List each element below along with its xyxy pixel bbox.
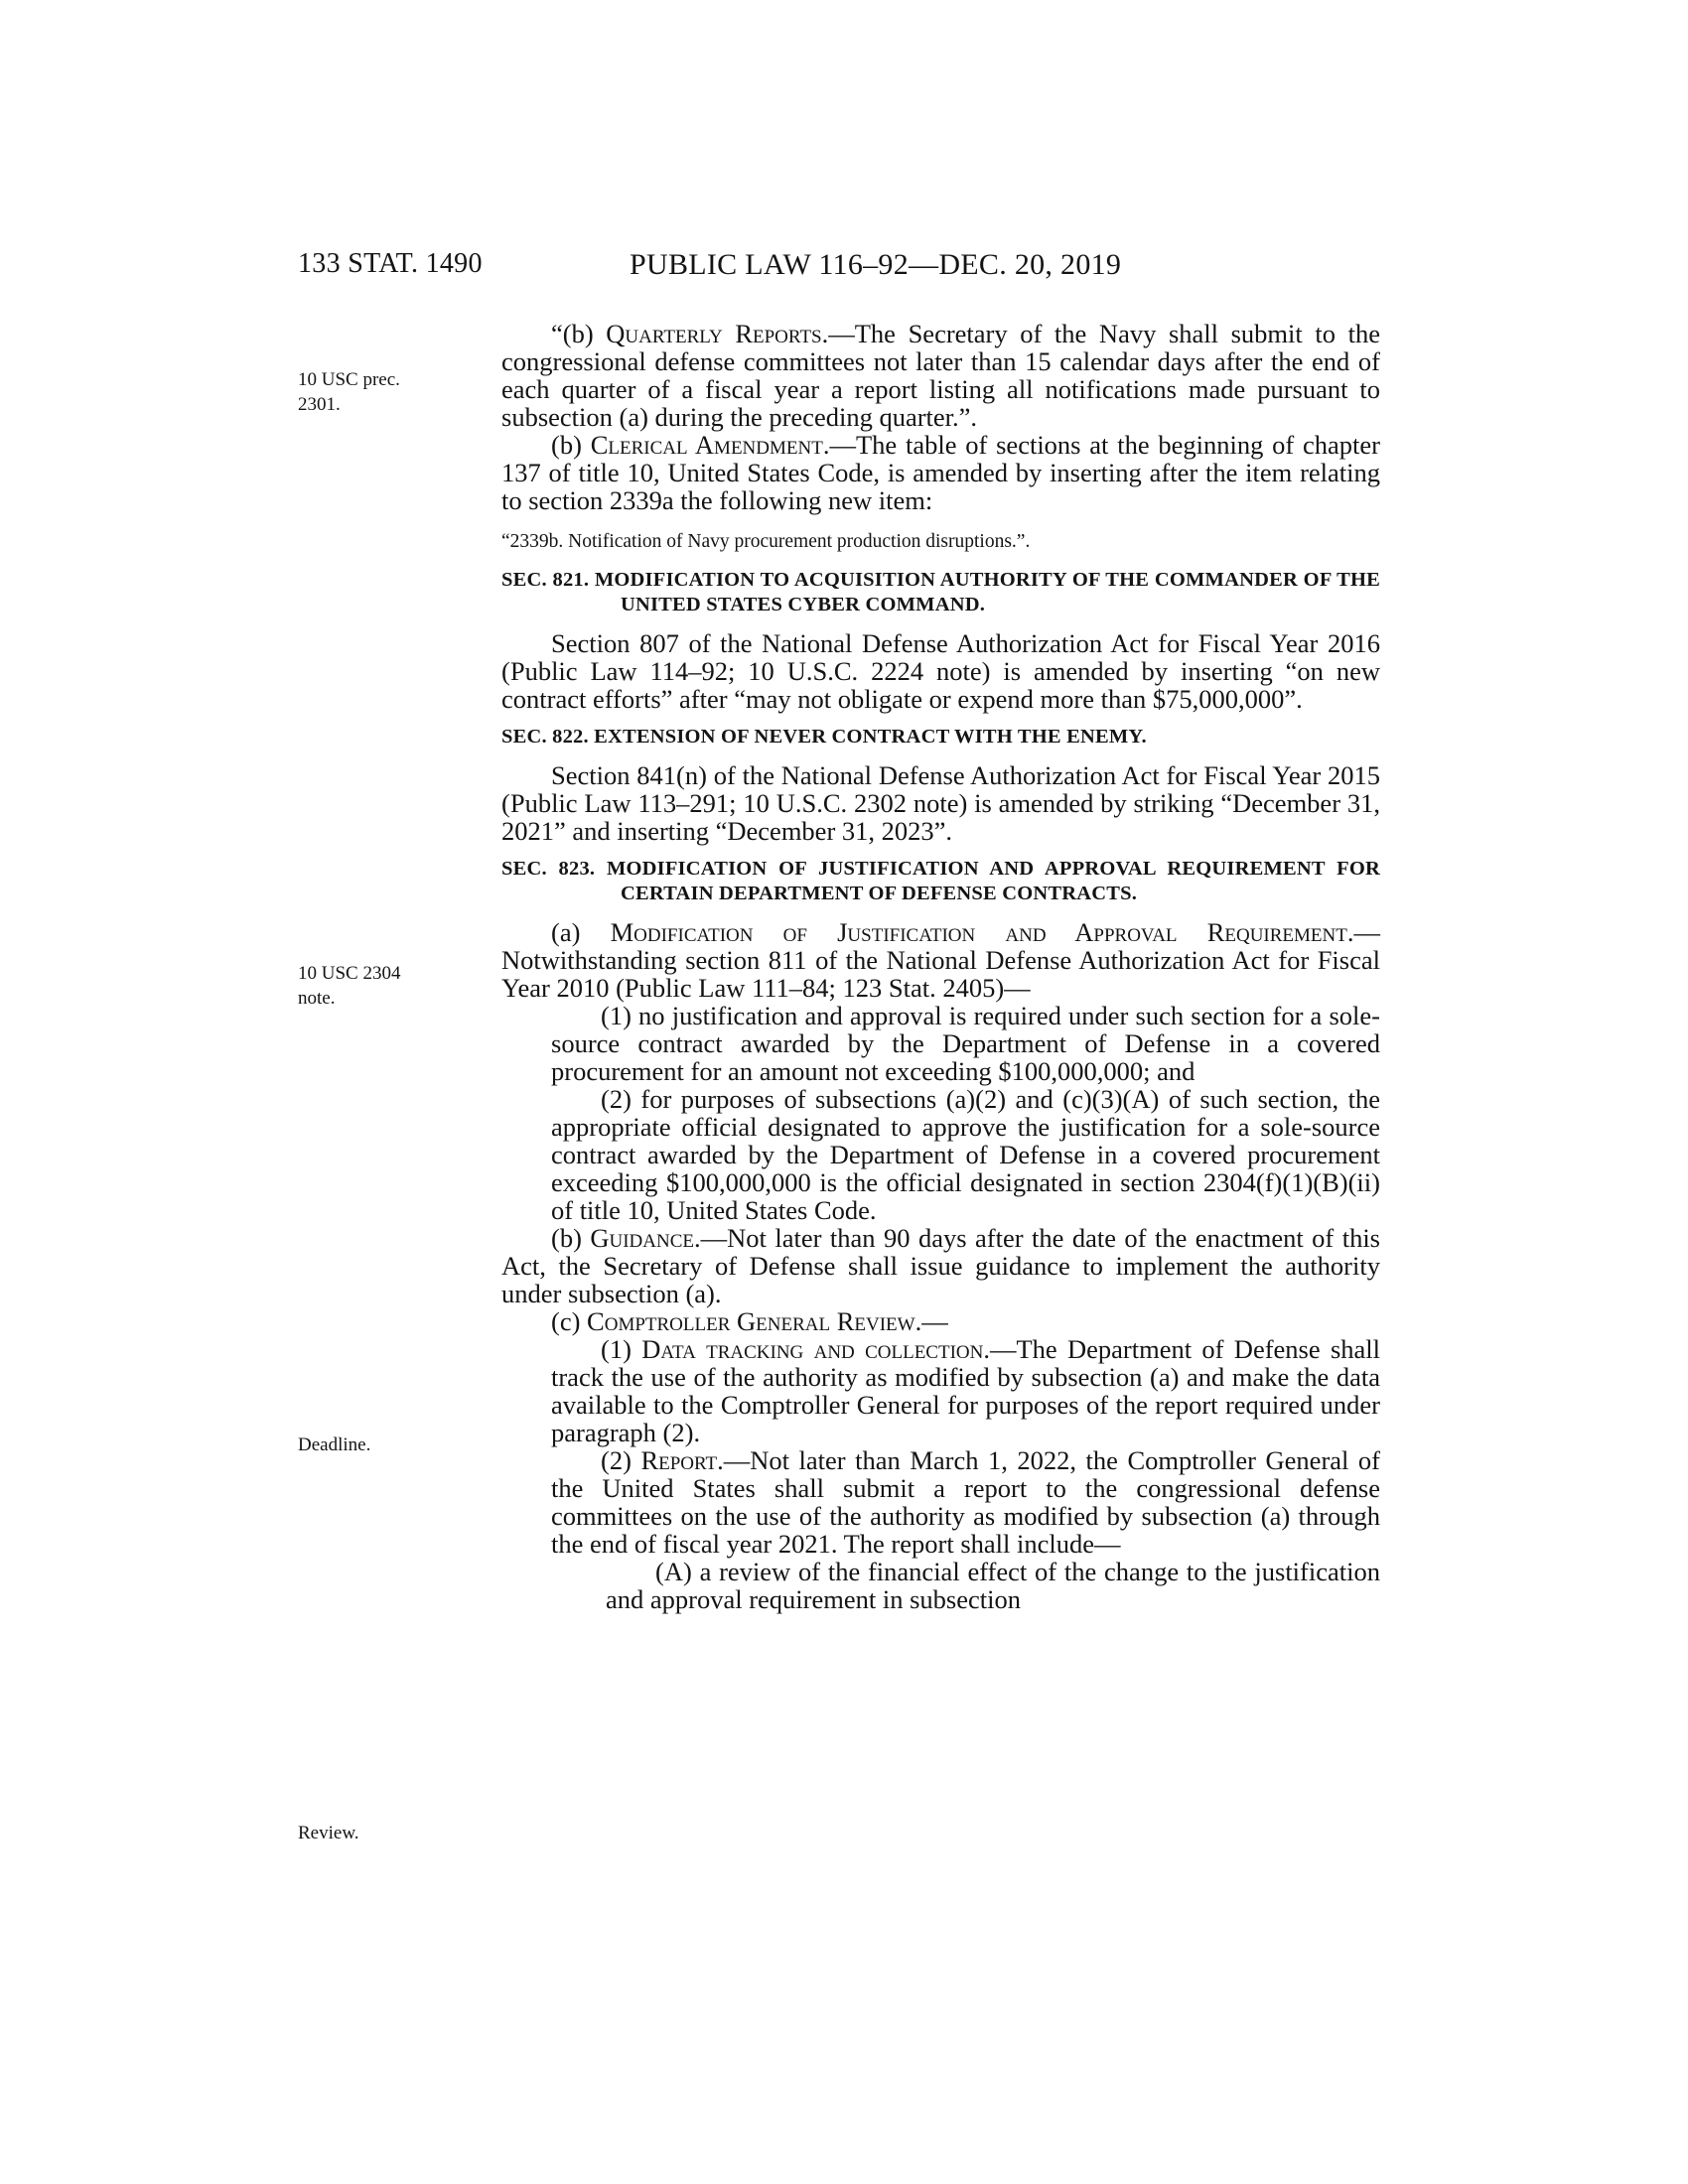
- section-822-heading: SEC. 822. EXTENSION OF NEVER CONTRACT WITH THE ENEMY.: [501, 726, 1147, 748]
- paragraph-quarterly-reports: “(b) Quarterly Reports.—The Secretary of the Navy shall submit to the congressional defense committees not later than 15 calendar days after the end of each quarter of a fiscal year a report listing all notifications made pursuant to subsection (a) during the preceding quarter.”.: [501, 319, 1380, 432]
- subsection-823-a: (a) Modification of Justification and Approval Requirement.—Notwithstanding section 811 of the National Defense Authorization Act for Fiscal Year 2010 (Public Law 111–84; 123 Stat. 2405)—: [501, 917, 1380, 1003]
- heading-modification-requirement: Modification of Justification and Approval Requirement: [610, 917, 1347, 947]
- heading-data-tracking: Data tracking and collection: [641, 1334, 984, 1364]
- new-table-item: “2339b. Notification of Navy procurement production disruptions.”.: [501, 531, 1031, 552]
- margin-note-review: Review.: [298, 1823, 359, 1843]
- heading-report: Report: [640, 1445, 718, 1475]
- section-821-heading: SEC. 821. MODIFICATION TO ACQUISITION AUTHORITY OF THE COMMANDER OF THE UNITED STATES CYBER COMMAND.: [501, 569, 1380, 615]
- page-title: PUBLIC LAW 116–92—DEC. 20, 2019: [630, 248, 1122, 281]
- paragraph-823-a-2: (2) for purposes of subsections (a)(2) and (c)(3)(A) of such section, the appropriate official designated to approve the justification for a sole-source contract awarded by the Department of Defense in a covered procurement exceeding $100,000,000 is the official designated in section 2304(f)(1)(B)(ii) of title 10, United States Code.: [551, 1084, 1380, 1225]
- margin-note-deadline: Deadline.: [298, 1434, 371, 1455]
- subparagraph-823-c-2-A: (A) a review of the financial effect of the change to the justification and approval requirement in subsection: [606, 1557, 1380, 1614]
- heading-quarterly-reports: Quarterly Reports: [606, 319, 822, 348]
- section-821-text: Section 807 of the National Defense Authorization Act for Fiscal Year 2016 (Public Law 114–92; 10 U.S.C. 2224 note) is amended by inserting “on new contract efforts” after “may not obligate or expend more than $75,000,000”.: [501, 628, 1380, 714]
- paragraph-823-c-2: (2) Report.—Not later than March 1, 2022, the Comptroller General of the United States shall submit a report to the congressional defense committees on the use of the authority as modified by subsection (a) through the end of fiscal year 2021. The report shall include—: [551, 1445, 1380, 1559]
- paragraph-clerical-amendment: (b) Clerical Amendment.—The table of sections at the beginning of chapter 137 of title 10, United States Code, is amended by inserting after the item relating to section 2339a the following new item:: [501, 430, 1381, 515]
- subsection-823-c: (c) Comptroller General Review.—: [551, 1306, 948, 1336]
- heading-guidance: Guidance: [590, 1223, 695, 1253]
- page-header: [298, 248, 1380, 288]
- heading-comptroller-review: Comptroller General Review: [587, 1306, 915, 1336]
- margin-note-usc-2304: 10 USC 2304 note.: [298, 963, 401, 1009]
- margin-note-usc-prec: 10 USC prec. 2301.: [298, 369, 400, 415]
- section-822-text: Section 841(n) of the National Defense Authorization Act for Fiscal Year 2015 (Public Law 113–291; 10 U.S.C. 2302 note) is amended by striking “December 31, 2021” and inserting “December 31, 2023”.: [501, 760, 1380, 846]
- subsection-823-b: (b) Guidance.—Not later than 90 days after the date of the enactment of this Act, the Secretary of Defense shall issue guidance to implement the authority under subsection (a).: [501, 1223, 1380, 1308]
- paragraph-823-c-1: (1) Data tracking and collection.—The Department of Defense shall track the use of the authority as modified by subsection (a) and make the data available to the Comptroller General for purposes of the report required under paragraph (2).: [551, 1334, 1380, 1447]
- paragraph-823-a-1: (1) no justification and approval is required under such section for a sole-source contract awarded by the Department of Defense in a covered procurement for an amount not exceeding $100,000,000; and: [551, 1001, 1380, 1086]
- section-823-heading: SEC. 823. MODIFICATION OF JUSTIFICATION AND APPROVAL REQUIREMENT FOR CERTAIN DEPARTMENT OF DEFENSE CONTRACTS.: [501, 858, 1380, 904]
- document-body: [501, 320, 1380, 1613]
- stat-page-number: 133 STAT. 1490: [298, 248, 483, 279]
- heading-clerical-amendment: Clerical Amendment: [590, 430, 823, 460]
